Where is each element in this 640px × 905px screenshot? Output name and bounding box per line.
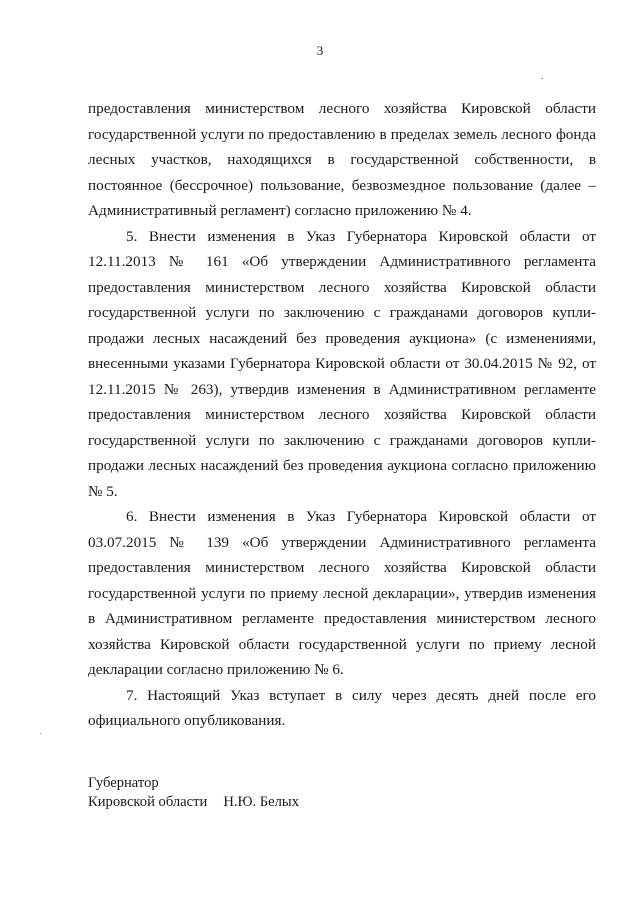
signatory-region: Кировской области	[88, 794, 208, 810]
signatory-name: Н.Ю. Белых	[223, 794, 300, 810]
paragraph-item-6: 6. Внести изменения в Указ Губернатора Кировской области от 03.07.2015 № 139 «Об утверждении Административного регламента предоставления министерством лесного хозяйства Кировской области государственной услуги по приему лесной декларации», утвердив изменения в Административном регламенте предоставления министерством лесного хозяйства Кировской области государственной услуги по приему лесной декларации согласно приложению № 6.	[88, 508, 596, 678]
scan-speck	[40, 733, 41, 734]
scan-speck	[541, 78, 543, 79]
signatory-position-line1: Губернатор	[88, 775, 159, 791]
paragraph-continuation: предоставления министерством лесного хозяйства Кировской области государственной услуги по предоставлению в пределах земель лесного фонда лесных участков, находящихся в государственной собственности, в постоянное (бессрочное) пользование, безвозмездное пользование (далее – Административный регламент) согласно приложению № 4.	[88, 100, 596, 219]
paragraph-item-7: 7. Настоящий Указ вступает в силу через десять дней после его официального опубликования.	[88, 686, 596, 729]
signature-block	[88, 774, 299, 812]
signatory-position-line2	[88, 793, 299, 812]
paragraph-item-5: 5. Внести изменения в Указ Губернатора Кировской области от 12.11.2013 № 161 «Об утверждении Административного регламента предоставления министерством лесного хозяйства Кировской области государственной услуги по заключению с гражданами договоров купли-продажи лесных насаждений без проведения аукциона» (с изменениями, внесенными указами Губернатора Кировской области от 30.04.2015 № 92, от 12.11.2015 № 263), утвердив изменения в Административном регламенте предоставления министерством лесного хозяйства Кировской области государственной услуги по заключению с гражданами договоров купли-продажи лесных насаждений без проведения аукциона согласно приложению № 5.	[88, 227, 596, 500]
page-number: 3	[316, 43, 324, 58]
document-body	[88, 96, 596, 734]
